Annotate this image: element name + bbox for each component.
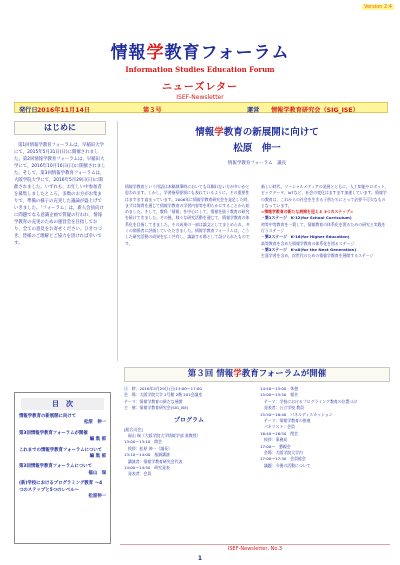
- article-main: [125, 124, 389, 259]
- intro-section: [14, 121, 106, 368]
- article-paragraph: 新しい時代，ソーシャルメディアの発展とともに，人工知能やロボット，ビッグデータ，IoTなど，社会の変化はますます加速しています。情報学の教育は，これからの社会を生きる子供たちにとって必要不可欠なものとなっています。: [261, 184, 389, 208]
- toc-item-title: 第3回情報学教育フォーラムが開催: [19, 430, 88, 436]
- toc-item-author: 編 集 部: [89, 437, 106, 443]
- toc-item-author: 松原 伸一: [84, 420, 106, 426]
- column-divider: [117, 121, 118, 361]
- forum-heading-highlight: 学: [233, 369, 242, 379]
- forum-details: 日 時：2016年5月29日(日)13:00〜17:00 会 場：大阪学院大学 2号館 2階 201会議室 テーマ：情報学教育の新たな展開 主 催：情報学教育研究会(SIG_ISE): [124, 386, 203, 411]
- masthead-title-highlight: 学: [146, 43, 165, 63]
- step-1-text: 初等中等教育を一貫して，情報教育の体系化を図るための研究と実践を行うステージ: [261, 221, 386, 234]
- forum-heading: [124, 367, 390, 382]
- issue-date: 2016年11月14日: [37, 106, 91, 114]
- issue-date-label: 発行日: [19, 106, 38, 114]
- toc-item[interactable]: [19, 448, 106, 461]
- issue-number: 第３号: [143, 106, 162, 114]
- forum-body: [124, 386, 390, 541]
- article-title: [125, 124, 389, 138]
- newsletter-label: ニューズレター: [161, 82, 239, 93]
- step-1-heading: ・第1ステージ K-12(for School Curriculum): [261, 215, 352, 221]
- footer: ISEF-Newsletter, No.3: [120, 544, 390, 552]
- forum-column-left: [124, 386, 254, 541]
- toc-item[interactable]: [19, 481, 106, 500]
- toc-heading: 目 次: [21, 398, 104, 410]
- masthead-title: [0, 38, 400, 63]
- toc-item-title: (新)学校におけるプログラミング教育 〜4つのステップと5つのレベル〜: [19, 481, 103, 493]
- toc-item-title: これまでの情報学教育フォーラムについて: [19, 447, 103, 453]
- step-3-heading: ・第3ステージ K-all(for the Next Generation): [261, 246, 357, 252]
- article-subheading: <情報学教育の新たな展開を迎える 3つのステップ>: [261, 209, 354, 215]
- article-title-part: 教育の新展開に向けて: [223, 127, 319, 138]
- article-title-part: 情報: [195, 127, 215, 138]
- toc-item[interactable]: [19, 431, 106, 444]
- publisher-name: 情報学教育研究会（SIG_ISE）: [271, 106, 359, 114]
- issue-bar: [14, 102, 388, 113]
- masthead-subtitle: Information Studies Education Forum: [125, 65, 275, 74]
- intro-heading: はじめに: [14, 121, 106, 135]
- toc-item[interactable]: [19, 414, 106, 427]
- program-heading: プログラム: [174, 416, 204, 424]
- article-column-left: 情報学教育という用語は本稿執筆時においても耳馴れない方が多いかと思われます。しかし，学習指導要領にも表れているように，その重要性はますます高まっています。2006年に情報学教育研究会を発足した時，まずは質問を通じて情報学教育の学習内容等を明らかにすることから始めました。そして，教科「情報」を中心にして，情報を扱う教育の研究を続けてきました。その後，様々な研究活動を通じて，情報学教育の体系化を目指してきました。その成果の一部は論文としてまとめられ，多くの関係者に評価していただきました。情報学教育フォーラムは，こうした研究活動の成果を広く共有し，議論する場として設けられたものです。: [125, 184, 252, 246]
- article-affiliation: 情報学教育フォーラム 議長: [227, 161, 287, 166]
- step-2-text: 高等教育を含めた情報学教育の体系化を図るステージ: [261, 240, 355, 246]
- table-of-contents: [14, 392, 111, 544]
- intro-text: 第1回情報学教育フォーラムは，早稲田大学にて，2015年5月31日(日)に開催されました。第2回情報学教育フォーラムは，早稲田大学にて，2016年10月16日(日)に開催されました。そして，第3回情報学教育フォーラムは，大阪学院大学にて，2016年5月29日(日)に開催されました。いずれも，お忙しい中参加者を募集しましたところ，多数のお方がお集まりで，準備の様子の充実した議論が盛上げでいきました。「フォーラム」は，新人会員向けに問題でなる意識企画で質疑の行われ，情報学教育の充実のための運営会を目指しており，全ての意見をお寄せください。ひきつづき，皆様のご理解とご協力を頂ければ幸いです。: [14, 143, 106, 246]
- step-2-heading: ・第2ステージ K-16(for Higher Education): [261, 234, 350, 240]
- article-author: 松原 伸一: [233, 143, 281, 154]
- article-title-highlight: 学: [214, 127, 224, 138]
- newsletter-label-en: ISEF-Newsletter: [176, 94, 224, 101]
- page-number: 1: [197, 555, 203, 562]
- forum-column-right: 14:50〜15:00 休憩 15:00〜15:50 報告 テーマ：学校におけるプログラミング教育の位置づけ 発表者：公立学校 教員 15:50〜16:40 パネルディスカッション テーマ：情報学教育の推進 パネリスト：会員 16:40〜16:50 閉会 挨拶：事務局 17:00〜 懇親会 会場：大阪学院大学内 17:00〜17:30 会員総会 議題：今後の活動について: [260, 386, 358, 468]
- article-column-right: [261, 184, 389, 361]
- toc-item-author: 松原伸一: [88, 494, 106, 500]
- program-schedule: [総合司会] 福山 瑞（大阪学院大学情報学部 准教授） 13:00〜13:10 開会 挨拶：松原 伸一（議長） 13:10〜14:00 基調講演 講演者：情報学教育研究会代表 14:00〜14:50 研究発表 発表者：会員: [124, 426, 201, 477]
- toc-item-title: 情報学教育の新展開に向けて: [19, 414, 77, 419]
- toc-item-author: 福山 瑞: [88, 470, 106, 476]
- toc-item-title: 第3回情報学教育フォーラムについて: [19, 464, 92, 470]
- step-3-text: 生涯学習を含め，次世代のための情報学教育を展開するステージ: [261, 253, 374, 259]
- version-tag: Version 2.4: [364, 4, 392, 10]
- toc-item[interactable]: [19, 464, 106, 477]
- forum-heading-part: 教育フォーラムが開催: [241, 369, 327, 379]
- masthead: [0, 38, 400, 101]
- forum-heading-part: 第３回 情報: [187, 369, 234, 379]
- masthead-title-part: 情報: [110, 43, 147, 63]
- masthead-title-part: 教育フォーラム: [164, 43, 290, 63]
- publisher-label: 運営: [247, 106, 260, 114]
- toc-item-author: 編 集 部: [89, 454, 106, 460]
- article-columns: [125, 184, 389, 361]
